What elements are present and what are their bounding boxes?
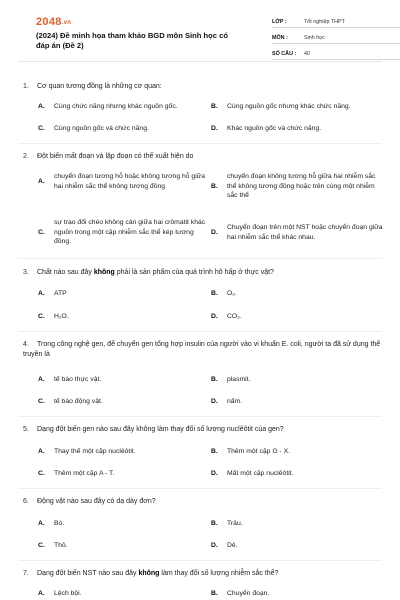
option-letter: C. bbox=[38, 398, 45, 405]
option-text: CO₂. bbox=[227, 313, 242, 320]
meta-value: Tốt nghiệp THPT bbox=[304, 19, 345, 25]
logo-domain: .vn bbox=[61, 20, 72, 26]
option-letter: B. bbox=[211, 590, 218, 597]
meta-value: 40 bbox=[304, 51, 310, 57]
option-text: Mất một cặp nuclêôtit. bbox=[227, 470, 294, 477]
logo-number: 2048 bbox=[36, 16, 62, 28]
option-letter: D. bbox=[211, 398, 218, 405]
option-letter: C. bbox=[38, 125, 45, 132]
option-letter: A. bbox=[38, 590, 45, 597]
question-divider bbox=[18, 143, 382, 144]
question-divider bbox=[18, 416, 382, 417]
question-text: Động vật nào sau đây có dạ dày đơn? bbox=[37, 498, 156, 505]
exam-title: (2024) Đề minh họa tham khảo BGD môn Sinh học có đáp án (Đề 2) bbox=[36, 31, 228, 50]
option-letter: D. bbox=[211, 470, 218, 477]
question-divider bbox=[18, 488, 382, 489]
option-text: H₂O. bbox=[54, 313, 69, 320]
question-2-option-d[interactable] bbox=[211, 223, 383, 242]
question-text: Đột biến mất đoạn và lặp đoạn có thể xuất hiện do bbox=[37, 153, 194, 160]
question-text: Trong công nghệ gen, để chuyển gen tổng hợp insulin của người vào vi khuẩn E. coli, người ta đã sử dụng thể truyền là bbox=[23, 341, 381, 358]
question-4-option-c[interactable] bbox=[38, 397, 208, 407]
question-1-option-b[interactable] bbox=[211, 102, 386, 112]
question-2-option-b[interactable] bbox=[211, 172, 383, 201]
site-logo[interactable] bbox=[36, 16, 71, 28]
option-text: chuyển đoạn không tương hỗ giữa hai nhiễm sắc thể không tương đồng hoặc trên cùng một nhiễm sắc thể bbox=[227, 173, 376, 199]
option-letter: A. bbox=[38, 520, 45, 527]
question-divider bbox=[18, 258, 382, 259]
option-letter: B. bbox=[211, 448, 218, 455]
option-text: Bò. bbox=[54, 520, 65, 527]
question-text: Dạng đột biến gen nào sau đây không làm thay đổi số lượng nuclêôtit của gen? bbox=[37, 426, 284, 433]
option-letter: A. bbox=[38, 448, 45, 455]
option-text: Thêm một cặp A - T. bbox=[54, 470, 115, 477]
question-2-text bbox=[23, 152, 383, 162]
option-letter: A. bbox=[38, 103, 45, 110]
option-letter: A. bbox=[38, 177, 45, 185]
question-number: 3. bbox=[23, 269, 29, 276]
question-7-option-a[interactable] bbox=[38, 589, 208, 599]
question-6-text bbox=[23, 497, 383, 507]
question-number: 6. bbox=[23, 498, 29, 505]
question-number: 4. bbox=[23, 341, 29, 348]
option-text: O₂. bbox=[227, 290, 237, 297]
question-1-option-a[interactable] bbox=[38, 102, 208, 112]
question-1-text bbox=[23, 82, 383, 92]
option-text: Dê. bbox=[227, 542, 238, 549]
question-5-option-d[interactable] bbox=[211, 469, 383, 479]
option-text: Thỏ. bbox=[54, 542, 68, 549]
question-2-option-a[interactable] bbox=[38, 172, 208, 191]
option-text: tế bào thực vật. bbox=[54, 376, 102, 383]
meta-row-subject bbox=[272, 30, 400, 44]
question-4-option-a[interactable] bbox=[38, 375, 208, 385]
question-3-option-b[interactable] bbox=[211, 289, 383, 299]
question-3-option-d[interactable] bbox=[211, 312, 383, 322]
option-letter: D. bbox=[211, 542, 218, 549]
question-5-option-b[interactable] bbox=[211, 447, 383, 457]
option-text: tế bào động vật. bbox=[54, 398, 103, 405]
question-emphasis: không bbox=[93, 269, 115, 276]
question-text: Chất nào sau đây bbox=[37, 269, 94, 276]
option-letter: B. bbox=[211, 103, 218, 110]
option-letter: C. bbox=[38, 542, 45, 549]
page-header bbox=[18, 0, 382, 62]
option-letter: B. bbox=[211, 182, 218, 190]
question-6-option-c[interactable] bbox=[38, 541, 208, 551]
question-text: Dạng đột biến NST nào sau đây bbox=[37, 570, 139, 577]
meta-key: LỚP : bbox=[272, 19, 287, 25]
meta-value: Sinh học bbox=[304, 35, 325, 41]
question-4-option-b[interactable] bbox=[211, 375, 383, 385]
option-letter: B. bbox=[211, 290, 218, 297]
option-text: Khác nguồn gốc và chức năng. bbox=[227, 125, 322, 132]
option-text: Cùng nguồn gốc và chức năng. bbox=[54, 125, 149, 132]
option-letter: C. bbox=[38, 313, 45, 320]
question-7-option-b[interactable] bbox=[211, 589, 383, 599]
option-letter: B. bbox=[211, 520, 218, 527]
option-text: chuyển đoạn tương hỗ hoặc không tương hỗ giữa hai nhiễm sắc thể không tương đồng bbox=[54, 173, 206, 190]
option-text: Chuyển đoạn. bbox=[227, 590, 270, 597]
option-letter: D. bbox=[211, 228, 218, 236]
option-text: nấm. bbox=[227, 398, 243, 405]
question-emphasis: không bbox=[138, 570, 160, 577]
option-text: sự trao đổi chéo không cân giữa hai crômatit khác nguồn trong một cặp nhiễm sắc thể kép tương đồng. bbox=[54, 219, 206, 245]
option-text: plasmit. bbox=[227, 376, 251, 383]
option-letter: C. bbox=[38, 228, 45, 236]
option-letter: B. bbox=[211, 376, 218, 383]
question-2-option-c[interactable] bbox=[38, 218, 208, 247]
question-3-text bbox=[23, 268, 383, 278]
option-text: Chuyển đoạn trên một NST hoặc chuyển đoạn giữa hai nhiễm sắc thể khác nhau. bbox=[227, 224, 383, 241]
option-letter: D. bbox=[211, 125, 218, 132]
question-divider bbox=[18, 560, 382, 561]
option-text: Thay thế một cặp nuclêôtit. bbox=[54, 448, 136, 455]
option-text: Cùng nguồn gốc nhưng khác chức năng. bbox=[227, 103, 351, 110]
option-text: Lệch bội. bbox=[54, 590, 82, 597]
option-letter: D. bbox=[211, 313, 218, 320]
question-5-option-c[interactable] bbox=[38, 469, 208, 479]
question-number: 2. bbox=[23, 153, 29, 160]
question-4-option-d[interactable] bbox=[211, 397, 383, 407]
question-3-option-c[interactable] bbox=[38, 312, 208, 322]
option-text: Cùng chức năng nhưng khác nguồn gốc. bbox=[54, 103, 178, 110]
meta-key: SỐ CÂU : bbox=[272, 51, 297, 57]
option-text: Trâu. bbox=[227, 520, 243, 527]
question-number: 5. bbox=[23, 426, 29, 433]
question-7-text bbox=[23, 569, 383, 579]
question-text: làm thay đổi số lượng nhiễm sắc thể? bbox=[159, 570, 279, 577]
question-3-option-a[interactable] bbox=[38, 289, 208, 299]
question-1-option-c[interactable] bbox=[38, 124, 208, 134]
question-5-option-a[interactable] bbox=[38, 447, 208, 457]
option-letter: A. bbox=[38, 290, 45, 297]
question-6-option-a[interactable] bbox=[38, 519, 208, 529]
question-number: 7. bbox=[23, 570, 29, 577]
meta-row-count bbox=[272, 46, 400, 60]
option-letter: A. bbox=[38, 376, 45, 383]
question-6-option-b[interactable] bbox=[211, 519, 383, 529]
option-text: ATP bbox=[54, 290, 67, 297]
meta-key: MÔN : bbox=[272, 35, 288, 41]
exam-meta bbox=[272, 14, 400, 62]
question-text: Cơ quan tương đồng là những cơ quan: bbox=[37, 83, 162, 90]
question-5-text bbox=[23, 425, 383, 435]
question-1-option-d[interactable] bbox=[211, 124, 386, 134]
option-text: Thêm một cặp G - X. bbox=[227, 448, 291, 455]
question-6-option-d[interactable] bbox=[211, 541, 383, 551]
option-letter: C. bbox=[38, 470, 45, 477]
meta-row-class bbox=[272, 14, 400, 28]
question-4-text bbox=[23, 340, 383, 360]
question-divider bbox=[18, 331, 382, 332]
question-text: phải là sản phẩm của quá trình hô hấp ở thực vật? bbox=[114, 269, 274, 276]
question-number: 1. bbox=[23, 83, 29, 90]
